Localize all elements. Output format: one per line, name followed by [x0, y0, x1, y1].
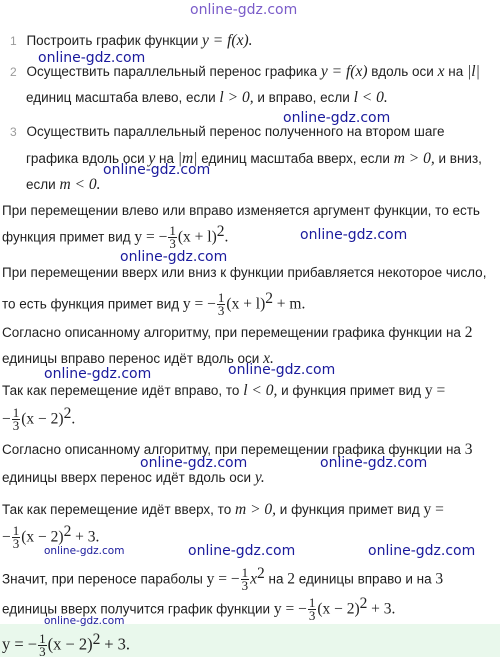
paragraph-text: и функция примет вид	[281, 383, 422, 398]
step-text: графика вдоль оси	[26, 151, 145, 166]
watermark: online-gdz.com	[283, 110, 391, 126]
fraction-denominator: 3	[217, 303, 225, 319]
formula-part: y = −	[2, 634, 38, 654]
paragraph-text: на	[268, 571, 284, 587]
step-number: 3	[10, 125, 17, 139]
step-text: если	[26, 177, 56, 192]
superscript: 2	[359, 595, 368, 612]
formula-part: y = −	[273, 600, 307, 618]
formula-part: y = −	[134, 228, 168, 246]
paragraph-6-line-1	[2, 501, 444, 519]
paragraph-3-line-1	[2, 324, 472, 342]
superscript: 2	[216, 223, 225, 240]
step-text: на	[159, 151, 175, 166]
fraction	[168, 225, 177, 250]
step-text: вдоль оси	[371, 64, 434, 79]
paragraph-text: функция примет вид	[2, 229, 131, 245]
step-text: Осуществить параллельный перенос графика	[26, 64, 318, 79]
paragraph-4-line-1	[2, 382, 445, 400]
formula-part: y = −	[206, 570, 240, 588]
formula-part: y.	[254, 469, 265, 486]
formula-part: (x − 2)	[317, 600, 360, 618]
formula-part: + 3.	[75, 528, 100, 546]
watermark: online-gdz.com	[228, 362, 336, 378]
formula-part: l < 0,	[243, 382, 278, 399]
step-math: y = f(x).	[202, 32, 253, 49]
superscript: 2	[265, 290, 274, 307]
step-math: x	[437, 63, 445, 80]
step-text: и вниз,	[438, 151, 482, 166]
paragraph-text: Так как перемещение идёт вправо, то	[2, 383, 240, 398]
formula-part: (x − 2)	[21, 410, 64, 428]
step-text: Построить график функции	[26, 33, 199, 48]
paragraph-text: Значит, при переносе параболы	[2, 571, 203, 587]
paragraph-7-line-1	[2, 565, 443, 592]
fraction-denominator: 3	[12, 418, 20, 434]
step-2-line-2	[26, 89, 388, 107]
fraction-denominator: 3	[169, 236, 176, 252]
formula-part: y =	[424, 382, 446, 399]
watermark: online-gdz.com	[44, 615, 125, 627]
formula-part: y =	[423, 501, 444, 518]
fraction-numerator: 1	[241, 565, 249, 581]
paragraph-1-line-1: При перемещении влево или вправо изменяется аргумент функции, то есть	[2, 203, 480, 218]
paragraph-text: единицы вправо и на	[298, 571, 432, 587]
watermark: online-gdz.com	[103, 162, 211, 178]
fraction-numerator: 1	[39, 631, 46, 647]
formula-part: x	[250, 570, 257, 588]
watermark: online-gdz.com	[368, 543, 476, 559]
step-math: y	[148, 150, 156, 167]
paragraph-text: Согласно описанному алгоритму, при перемещении графика функции на	[2, 325, 461, 340]
formula-part: 3	[435, 570, 444, 588]
step-2	[10, 63, 480, 81]
paragraph-4-line-2: − $\frac{1}{3}$ $(x - 2)^2$.	[2, 405, 76, 434]
step-math: y = f(x)	[320, 63, 368, 80]
paragraph-5-line-2	[2, 469, 265, 487]
fraction-numerator: 1	[308, 595, 316, 611]
step-3-line-2	[26, 150, 482, 168]
formula-part: −	[2, 410, 11, 428]
formula-part: (x + l)	[226, 295, 266, 313]
formula-part: + m.	[276, 295, 306, 313]
fraction-numerator: 1	[217, 290, 225, 306]
fraction	[241, 567, 250, 592]
fraction-denominator: 3	[39, 644, 46, 659]
formula-part: 2	[287, 570, 295, 588]
superscript: 2	[63, 523, 72, 540]
step-text: на	[448, 64, 464, 79]
watermark-top: online-gdz.com	[190, 2, 298, 18]
paragraph-text: единицы вверх получится график функции	[2, 601, 271, 617]
fraction-denominator: 3	[308, 608, 316, 624]
formula-part: (x + l)	[177, 228, 217, 246]
paragraph-2-line-1: При перемещении вверх или вниз к функции прибавляется некоторое число,	[2, 265, 487, 280]
fraction-denominator: 3	[12, 536, 20, 552]
formula-part: + 3.	[371, 600, 396, 618]
formula-part: 2	[464, 324, 473, 341]
paragraph-text: единицы вверх перенос идёт вдоль оси	[2, 470, 252, 485]
step-text: Осуществить параллельный перенос полученного на втором шаге	[26, 124, 445, 139]
answer-formula	[2, 631, 130, 658]
step-number: 2	[10, 65, 17, 79]
superscript: 2	[257, 565, 265, 582]
paragraph-2-line-2	[2, 290, 305, 317]
formula-part: y = −	[182, 295, 216, 313]
fraction	[217, 292, 226, 317]
watermark: online-gdz.com	[44, 545, 125, 557]
paragraph-text: и функция примет вид	[279, 502, 420, 517]
formula-part: x.	[263, 350, 274, 367]
watermark: online-gdz.com	[120, 249, 228, 265]
step-3	[10, 124, 445, 139]
step-number: 1	[10, 34, 17, 48]
watermark: online-gdz.com	[140, 455, 248, 471]
formula-part: + 3.	[104, 634, 130, 654]
watermark: online-gdz.com	[38, 50, 146, 66]
fraction-numerator: 1	[12, 405, 20, 421]
formula-part: −	[2, 528, 11, 546]
step-math: l > 0,	[219, 89, 254, 106]
fraction	[308, 597, 317, 622]
paragraph-text: Так как перемещение идёт вверх, то	[2, 502, 232, 517]
step-3-line-3	[26, 176, 100, 194]
superscript: 2	[92, 631, 101, 648]
fraction-denominator: 3	[241, 578, 249, 594]
step-1	[10, 32, 253, 50]
paragraph-text: единицы вправо перенос идёт вдоль оси	[2, 351, 260, 366]
superscript: 2	[63, 405, 72, 422]
watermark: online-gdz.com	[300, 227, 408, 243]
step-math: m < 0.	[59, 176, 101, 193]
step-math: |l|	[467, 63, 480, 80]
formula-part: (x − 2)	[47, 634, 93, 654]
formula-part: (x − 2)	[21, 528, 64, 546]
step-text: и вправо, если	[257, 90, 350, 105]
paragraph-1-line-2: функция примет вид y = − $\frac{1}{3}$ $(x + l)^2$.	[2, 223, 229, 252]
paragraph-text: Согласно описанному алгоритму, при перемещении графика функции на	[2, 442, 461, 457]
fraction	[12, 407, 21, 432]
step-text: единиц масштаба вверх, если	[201, 151, 390, 166]
fraction	[12, 525, 21, 550]
step-text: единиц масштаба влево, если	[26, 90, 216, 105]
formula-part: m > 0,	[235, 501, 277, 518]
formula-part: 3	[464, 441, 473, 458]
fraction	[38, 633, 47, 658]
step-math: |m|	[177, 150, 198, 167]
fraction-numerator: 1	[169, 223, 176, 239]
fraction-numerator: 1	[12, 523, 20, 539]
watermark: online-gdz.com	[320, 455, 428, 471]
watermark: online-gdz.com	[188, 543, 296, 559]
paragraph-text: то есть функция примет вид	[2, 296, 180, 312]
step-math: m > 0,	[393, 150, 435, 167]
watermark: online-gdz.com	[44, 366, 152, 382]
step-math: l < 0.	[353, 89, 388, 106]
